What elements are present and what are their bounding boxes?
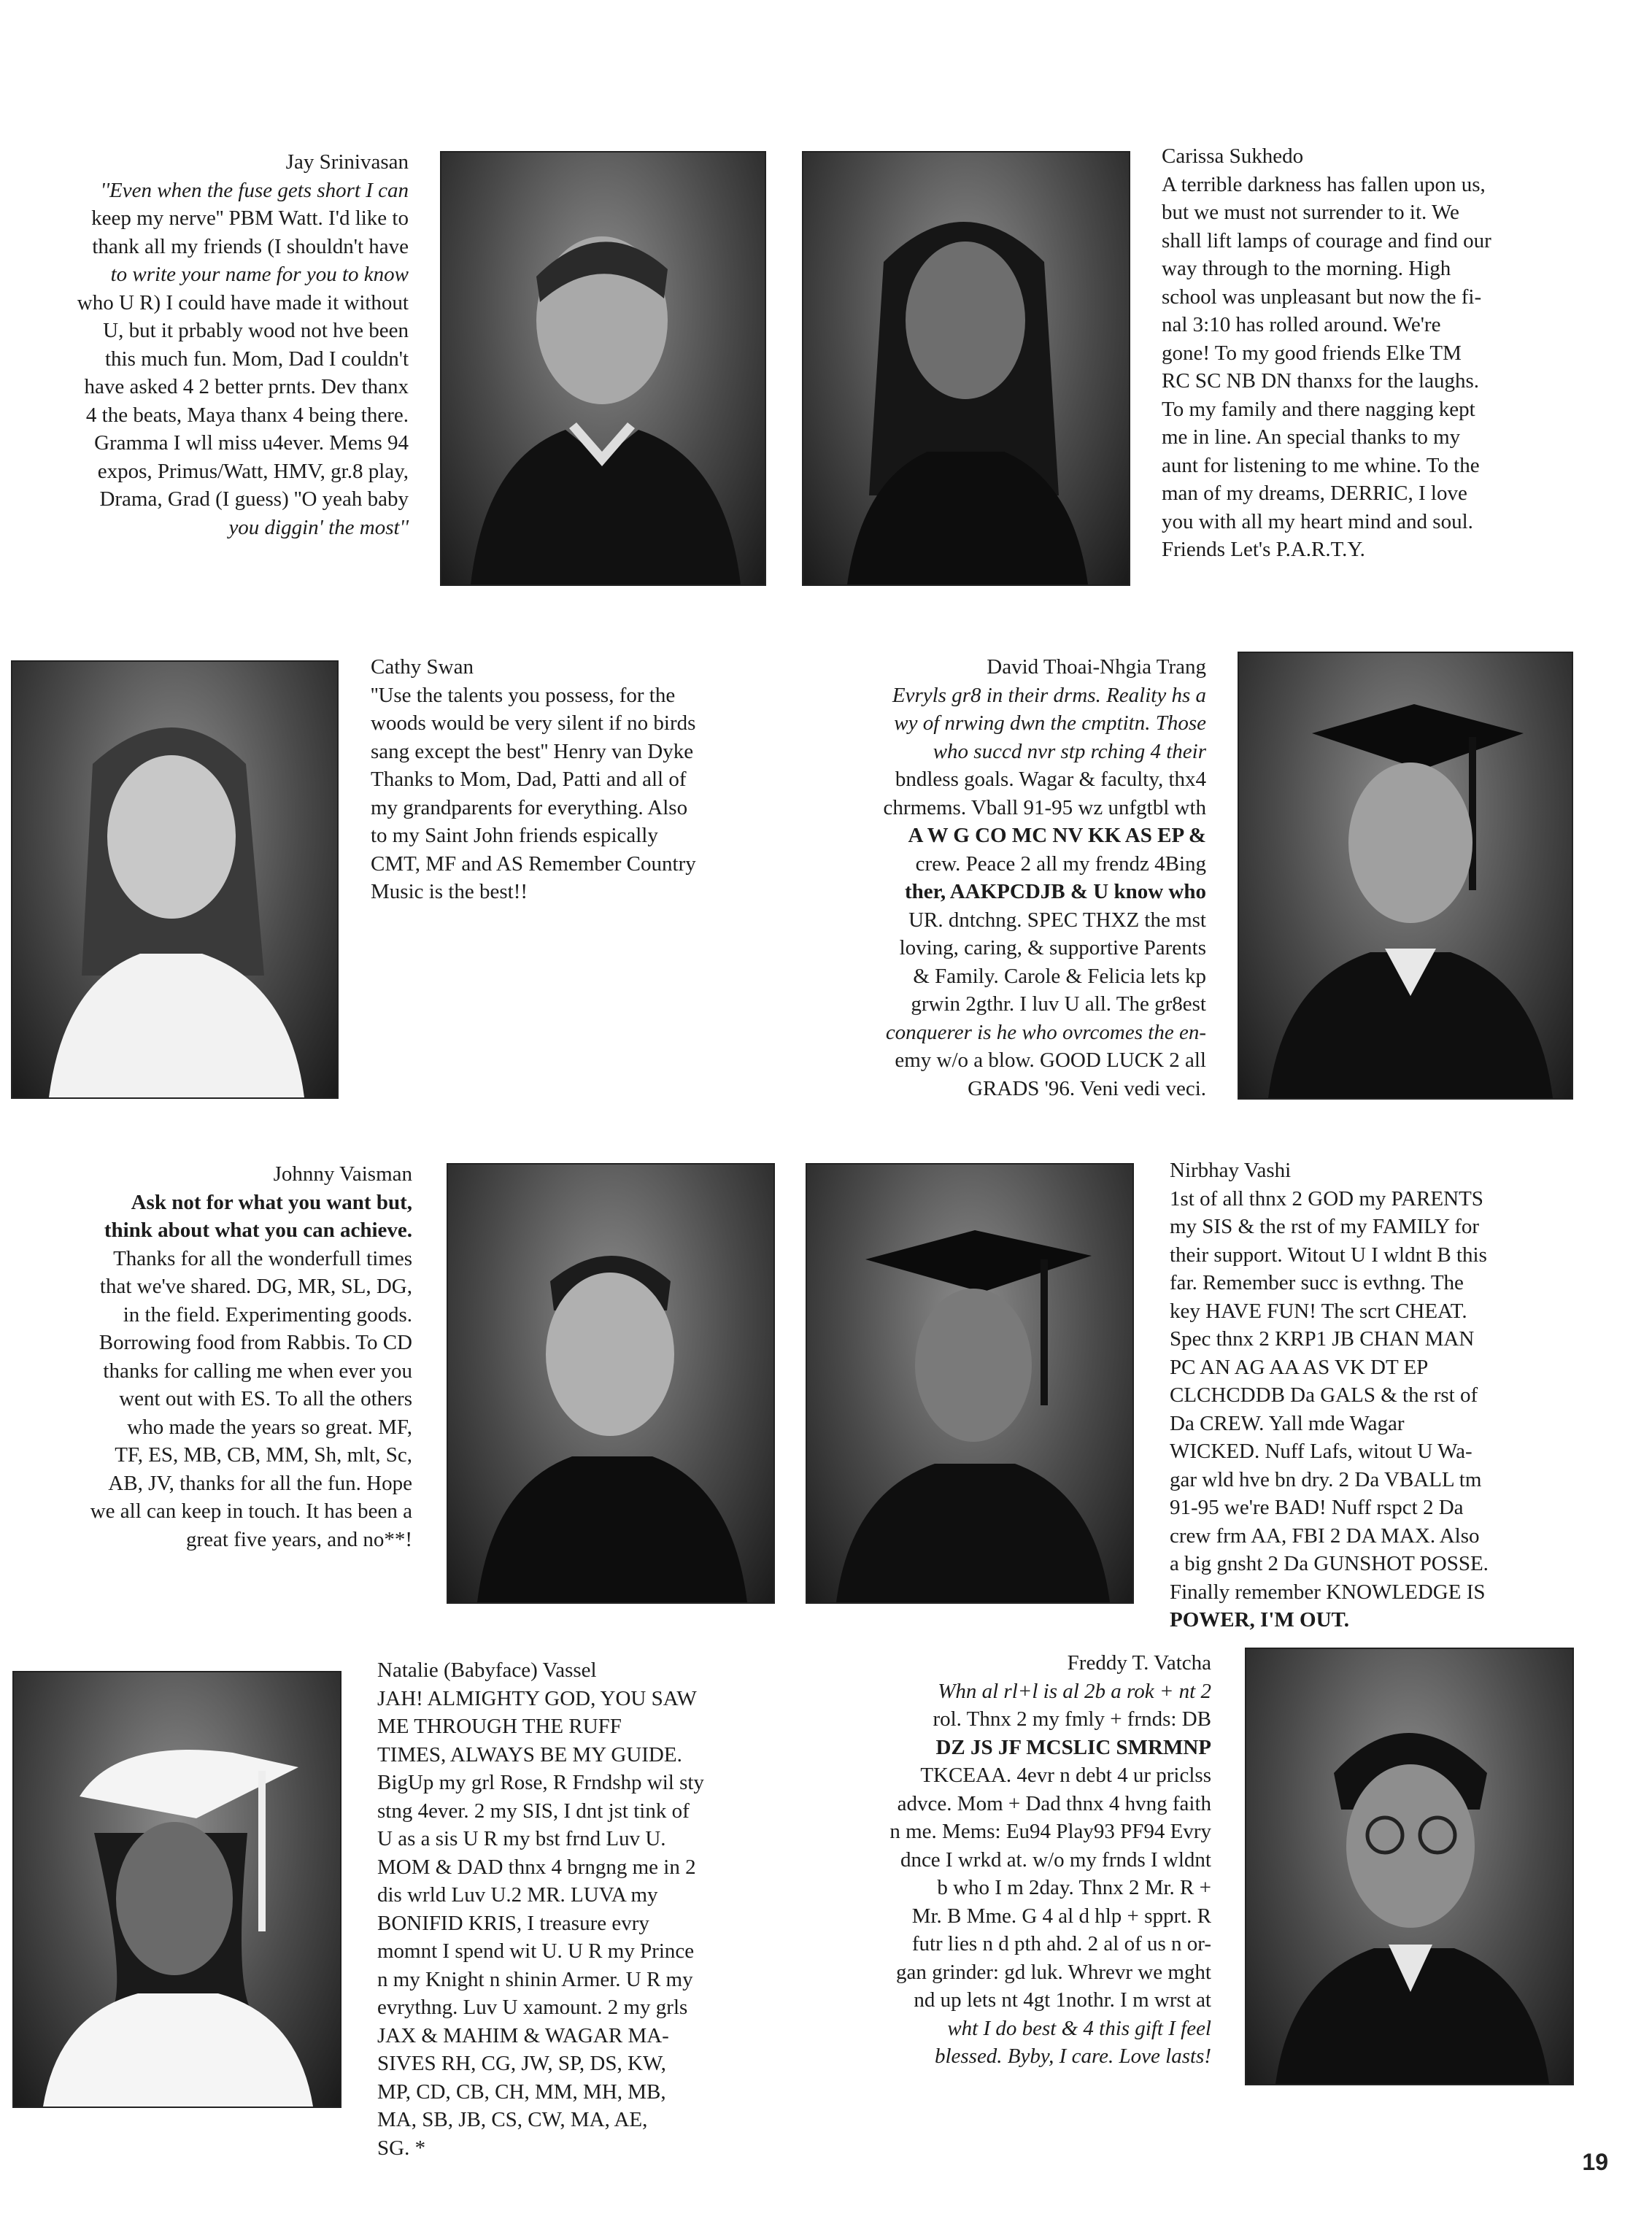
message-line: key HAVE FUN! The scrt CHEAT. (1170, 1299, 1467, 1323)
message-line: Gramma I wll miss u4ever. Mems 94 (94, 431, 409, 455)
photo-jay-srinivasan (440, 151, 766, 586)
message-line: Whn al rl+l is al 2b a rok + nt 2 (938, 1679, 1211, 1703)
message-line: WICKED. Nuff Lafs, witout U Wa- (1170, 1440, 1472, 1463)
message-line: TKCEAA. 4evr n debt 4 ur priclss (920, 1764, 1211, 1787)
message-line: A terrible darkness has fallen upon us, (1162, 172, 1486, 196)
message-line: their support. Witout U I wldnt B this (1170, 1243, 1487, 1267)
message-line: Music is the best!! (371, 880, 528, 903)
quote-line: ''Use the talents you possess, for the (371, 683, 676, 707)
message-line: ME THROUGH THE RUFF (377, 1715, 622, 1738)
message-line: & Family. Carole & Felicia lets kp (913, 964, 1206, 988)
message-line: SIVES RH, CG, JW, SP, DS, KW, (377, 2052, 666, 2075)
photo-nirbhay-vashi (806, 1163, 1134, 1604)
message-line: keep my nerve'' PBM Watt. I'd like to (91, 206, 409, 230)
message-line: gar wld hve bn dry. 2 Da VBALL tm (1170, 1467, 1482, 1491)
quote-line: sang except the best'' Henry van Dyke (371, 739, 694, 763)
message-line: PC AN AG AA AS VK DT EP (1170, 1355, 1429, 1379)
message-line: ther, AAKPCDJB & U know who (904, 880, 1206, 903)
message-line: GRADS '96. Veni vedi veci. (968, 1076, 1206, 1100)
entry-cathy-swan (371, 653, 808, 906)
message-line: gone! To my good friends Elke TM (1162, 341, 1462, 365)
message-line: aunt for listening to me whine. To the (1162, 453, 1480, 477)
message-line: we all can keep in touch. It has been a (90, 1499, 412, 1523)
entry-natalie-vassel (377, 1656, 800, 2162)
message-line: n me. Mems: Eu94 Play93 PF94 Evry (889, 1820, 1211, 1843)
message-line: AB, JV, thanks for all the fun. Hope (108, 1471, 412, 1495)
portrait-silhouette (448, 1165, 773, 1602)
message-line: b who I m 2day. Thnx 2 Mr. R + (937, 1876, 1211, 1899)
message-line: futr lies n d pth ahd. 2 al of us n or- (911, 1932, 1211, 1955)
message-line: DZ JS JF MCSLIC SMRMNP (935, 1735, 1211, 1759)
quote-line: Ask not for what you want but, (131, 1190, 412, 1214)
message-line: momnt I spend wit U. U R my Prince (377, 1939, 695, 1963)
entry-jay-srinivasan (9, 148, 409, 541)
student-name: David Thoai-Nhgia Trang (987, 655, 1206, 679)
page-number: 19 (1582, 2149, 1608, 2175)
portrait-silhouette (803, 152, 1129, 584)
student-name: Carissa Sukhedo (1162, 144, 1304, 168)
message-line: 91-95 we're BAD! Nuff rspct 2 Da (1170, 1496, 1464, 1519)
photo-carissa-sukhedo (802, 151, 1130, 586)
message-line: Thanks for all the wonderfull times (113, 1246, 412, 1270)
portrait-silhouette (1246, 1649, 1572, 2084)
message-line: emy w/o a blow. GOOD LUCK 2 all (895, 1049, 1206, 1072)
message-line: went out with ES. To all the others (119, 1387, 412, 1410)
message-line: MP, CD, CB, CH, MM, MH, MB, (377, 2080, 666, 2104)
message-line: CMT, MF and AS Remember Country (371, 852, 696, 876)
message-line: Thanks to Mom, Dad, Patti and all of (371, 768, 687, 791)
message-line: JAX & MAHIM & WAGAR MA- (377, 2023, 669, 2047)
message-line: SG. * (377, 2136, 426, 2160)
message-line: to my Saint John friends espically (371, 824, 658, 847)
message-line: U, but it prbably wood not hve been (103, 319, 409, 342)
message-line: you diggin' the most'' (228, 515, 409, 539)
portrait-silhouette (12, 662, 337, 1097)
message-line: 4 the beats, Maya thanx 4 being there. (85, 403, 409, 427)
student-name: Johnny Vaisman (273, 1162, 412, 1186)
portrait-silhouette (441, 152, 765, 584)
student-name: Natalie (Babyface) Vassel (377, 1659, 597, 1682)
quote-line: woods would be very silent if no birds (371, 711, 696, 735)
photo-natalie-vassel (12, 1671, 341, 2108)
message-line: Friends Let's P.A.R.T.Y. (1162, 538, 1365, 561)
message-line: a big gnsht 2 Da GUNSHOT POSSE. (1170, 1552, 1489, 1575)
message-line: nal 3:10 has rolled around. We're (1162, 313, 1441, 336)
portrait-silhouette (807, 1165, 1132, 1602)
message-line: school was unpleasant but now the fi- (1162, 285, 1482, 309)
student-name: Nirbhay Vashi (1170, 1159, 1292, 1182)
message-line: thanks for calling me when ever you (103, 1359, 412, 1383)
photo-johnny-vaisman (447, 1163, 775, 1604)
entry-carissa-sukhedo (1162, 142, 1636, 564)
message-line: JAH! ALMIGHTY GOD, YOU SAW (377, 1686, 697, 1710)
portrait-silhouette (1239, 653, 1572, 1098)
message-line: stng 4ever. 2 my SIS, I dnt jst tink of (377, 1799, 690, 1823)
message-line: Borrowing food from Rabbis. To CD (99, 1331, 412, 1354)
message-line: my grandparents for everything. Also (371, 795, 688, 819)
message-line: Evryls gr8 in their drms. Reality hs a (892, 683, 1206, 707)
message-line: rol. Thnx 2 my fmly + frnds: DB (933, 1707, 1211, 1731)
message-line: nd up lets nt 4gt 1nothr. I m wrst at (914, 1988, 1211, 2012)
message-line: Drama, Grad (I guess) ''O yeah baby (99, 487, 409, 511)
message-line: 1st of all thnx 2 GOD my PARENTS (1170, 1186, 1483, 1211)
message-line: my SIS & the rst of my FAMILY for (1170, 1215, 1480, 1238)
message-line: blessed. Byby, I care. Love lasts! (934, 2045, 1211, 2068)
photo-david-trang (1238, 652, 1573, 1100)
message-line: TF, ES, MB, CB, MM, Sh, mlt, Sc, (115, 1443, 412, 1467)
message-line: BigUp my grl Rose, R Frndshp wil sty (377, 1771, 704, 1794)
message-line: who U R) I could have made it without (77, 290, 409, 314)
message-line: to write your name for you to know (110, 263, 409, 286)
message-line: wy of nrwing dwn the cmptitn. Those (894, 711, 1206, 735)
message-line: RC SC NB DN thanxs for the laughs. (1162, 369, 1479, 393)
message-line: this much fun. Mom, Dad I couldn't (104, 347, 409, 371)
message-line: you with all my heart mind and soul. (1162, 509, 1473, 533)
message-line: MOM & DAD thnx 4 brngng me in 2 (377, 1855, 696, 1879)
message-line: me in line. An special thanks to my (1162, 425, 1461, 449)
message-line: Mr. B Mme. G 4 al d hlp + spprt. R (911, 1904, 1211, 1928)
message-line: expos, Primus/Watt, HMV, gr.8 play, (97, 459, 409, 483)
message-line: great five years, and no**! (185, 1527, 412, 1551)
message-line: CLCHCDDB Da GALS & the rst of (1170, 1383, 1478, 1407)
message-line: but we must not surrender to it. We (1162, 201, 1459, 224)
message-line: man of my dreams, DERRIC, I love (1162, 482, 1467, 505)
message-line: Spec thnx 2 KRP1 JB CHAN MAN (1170, 1327, 1475, 1351)
message-line: shall lift lamps of courage and find our (1162, 228, 1491, 252)
message-line: bndless goals. Wagar & faculty, thx4 (895, 768, 1206, 791)
message-line: advce. Mom + Dad thnx 4 hvng faith (897, 1791, 1211, 1815)
message-line: n my Knight n shinin Armer. U R my (377, 1967, 693, 1991)
student-name: Freddy T. Vatcha (1067, 1651, 1211, 1675)
quote-line: ''Even when the fuse gets short I can (100, 178, 409, 202)
message-line: chrmems. Vball 91-95 wz unfgtbl wth (883, 795, 1206, 819)
message-line: who succd nvr stp rching 4 their (933, 739, 1206, 763)
message-line: that we've shared. DG, MR, SL, DG, (99, 1275, 412, 1298)
message-line: Finally remember KNOWLEDGE IS (1170, 1580, 1486, 1604)
message-line: UR. dntchng. SPEC THXZ the mst (908, 908, 1206, 932)
message-line: To my family and there nagging kept (1162, 397, 1475, 421)
message-line: thank all my friends (I shouldn't have (92, 234, 409, 258)
message-line: dis wrld Luv U.2 MR. LUVA my (377, 1883, 658, 1907)
photo-cathy-swan (11, 660, 339, 1099)
student-name: Jay Srinivasan (285, 150, 409, 174)
message-line: way through to the morning. High (1162, 257, 1451, 280)
entry-david-trang (808, 653, 1206, 1103)
photo-freddy-vatcha (1245, 1648, 1574, 2085)
entry-nirbhay-vashi (1170, 1157, 1644, 1634)
message-line: crew frm AA, FBI 2 DA MAX. Also (1170, 1524, 1480, 1548)
message-line: gan grinder: gd luk. Whrevr we mght (896, 1960, 1211, 1984)
portrait-silhouette (14, 1672, 340, 2107)
message-line: have asked 4 2 better prnts. Dev thanx (84, 375, 409, 398)
message-line: far. Remember succ is evthng. The (1170, 1271, 1464, 1294)
message-line: BONIFID KRIS, I treasure evry (377, 1911, 649, 1935)
message-line: conquerer is he who ovrcomes the en- (885, 1020, 1206, 1044)
message-line: crew. Peace 2 all my frendz 4Bing (915, 852, 1206, 876)
message-line: U as a sis U R my bst frnd Luv U. (377, 1827, 666, 1850)
message-line: grwin 2gthr. I luv U all. The gr8est (911, 992, 1206, 1016)
entry-johnny-vaisman (7, 1160, 412, 1553)
message-line: in the field. Experimenting goods. (123, 1302, 412, 1327)
message-line: A W G CO MC NV KK AS EP & (908, 824, 1206, 847)
student-name: Cathy Swan (371, 655, 474, 679)
message-line: wht I do best & 4 this gift I feel (947, 2016, 1211, 2040)
message-line: TIMES, ALWAYS BE MY GUIDE. (377, 1742, 682, 1767)
message-line: dnce I wrkd at. w/o my frnds I wldnt (900, 1847, 1211, 1872)
message-line: Da CREW. Yall mde Wagar (1170, 1411, 1405, 1435)
entry-freddy-vatcha (803, 1649, 1211, 2071)
quote-line: think about what you can achieve. (104, 1219, 412, 1242)
message-line: loving, caring, & supportive Parents (899, 936, 1206, 960)
message-line: who made the years so great. MF, (127, 1415, 412, 1439)
message-line: POWER, I'M OUT. (1170, 1608, 1349, 1632)
message-line: evrythng. Luv U xamount. 2 my grls (377, 1996, 688, 2019)
message-line: MA, SB, JB, CS, CW, MA, AE, (377, 2108, 648, 2131)
